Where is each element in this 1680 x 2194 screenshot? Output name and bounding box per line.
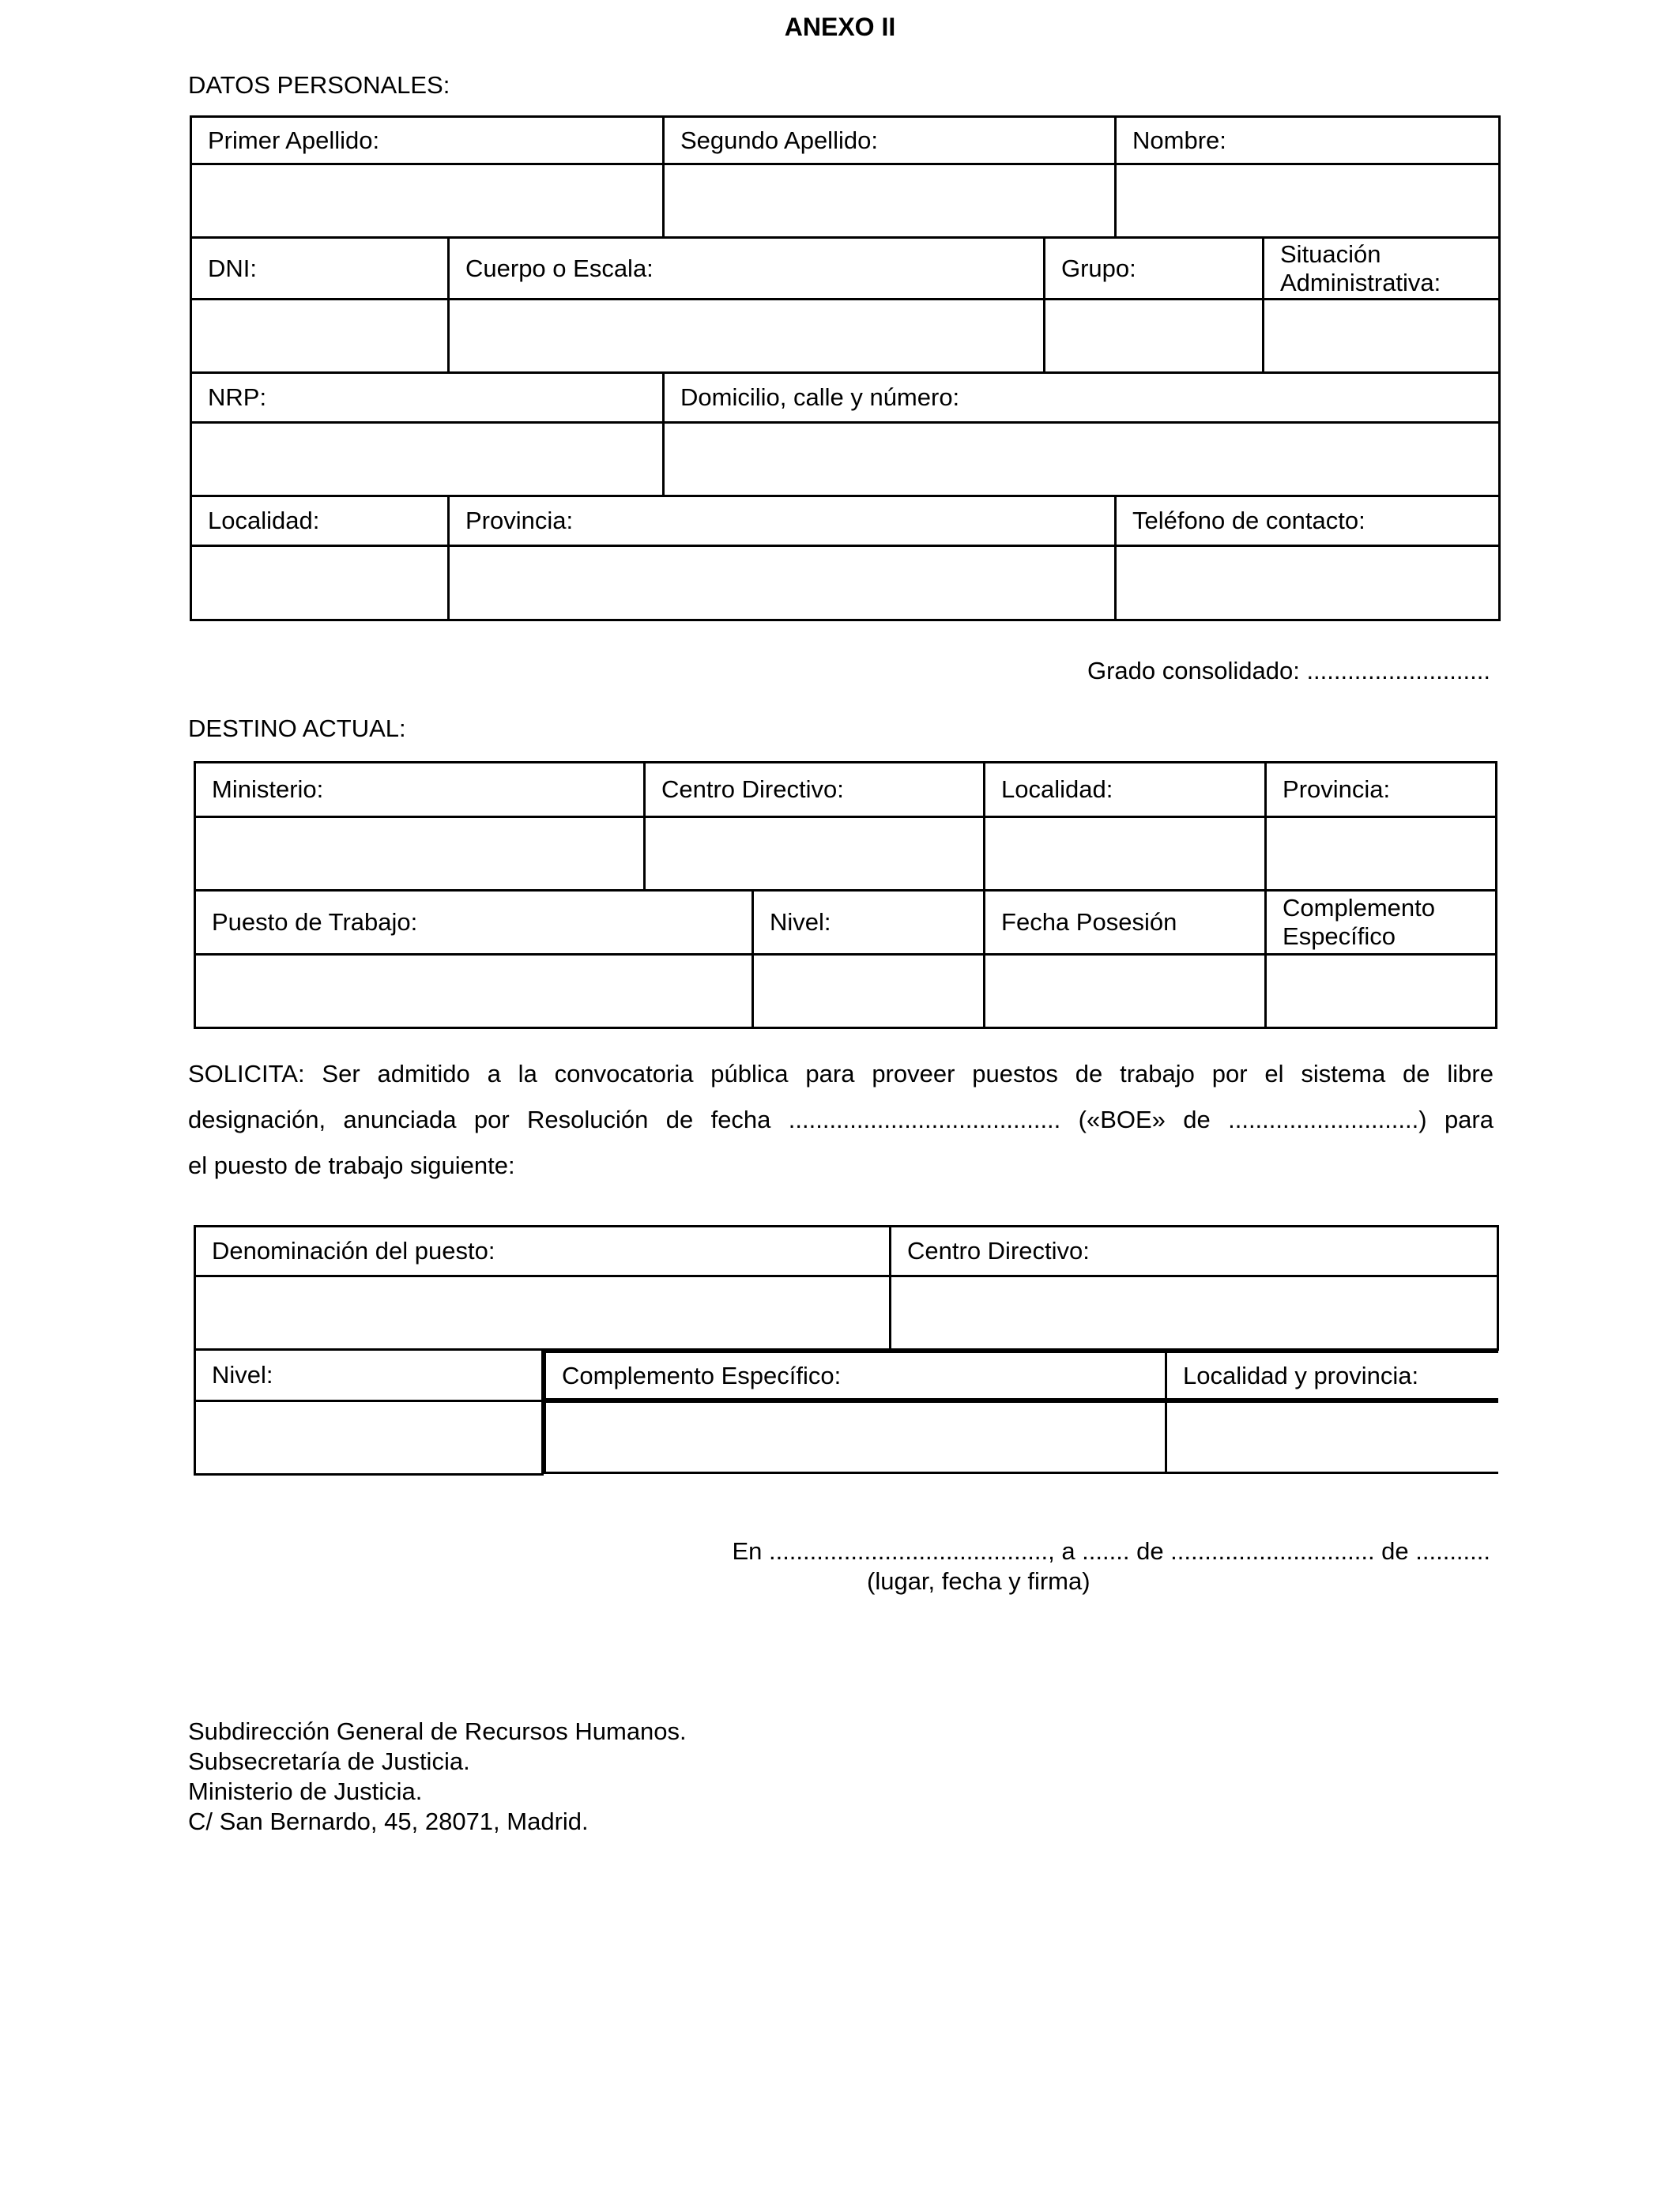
address-line-2: Subsecretaría de Justicia. (188, 1747, 470, 1775)
fecha-posesion-label: Fecha Posesión (985, 891, 1266, 955)
nivel-field[interactable] (753, 955, 985, 1028)
address-line-1: Subdirección General de Recursos Humanos. (188, 1717, 687, 1745)
solicita-line-2: designación, anunciada por Resolución de fecha ........................................ («BOE» de ............................) para (188, 1106, 1494, 1133)
complemento-label-line1: Complemento (1283, 894, 1435, 922)
centro-directivo-field[interactable] (645, 817, 985, 891)
segundo-apellido-field[interactable] (664, 164, 1116, 238)
destino-localidad-field[interactable] (985, 817, 1266, 891)
provincia-label: Provincia: (449, 496, 1116, 546)
puesto-row-split (543, 1350, 1498, 1401)
telefono-field[interactable] (1116, 546, 1500, 620)
address-line-4: C/ San Bernardo, 45, 28071, Madrid. (188, 1808, 589, 1835)
puesto-nivel-label: Nivel: (195, 1350, 543, 1401)
nombre-field[interactable] (1116, 164, 1500, 238)
puesto-complemento-label: Complemento Específico: (545, 1352, 1166, 1400)
puesto-solicitado-table (194, 1225, 1499, 1476)
domicilio-label: Domicilio, calle y número: (664, 373, 1500, 423)
centro-directivo-label: Centro Directivo: (645, 763, 985, 817)
solicita-line-1: SOLICITA: Ser admitido a la convocatoria pública para proveer puestos de trabajo por el sistema de libre (188, 1060, 1494, 1088)
puesto-complemento-field[interactable] (545, 1402, 1166, 1473)
puesto-row-split-fields (543, 1400, 1498, 1474)
primer-apellido-label: Primer Apellido: (191, 117, 664, 164)
localidad-field[interactable] (191, 546, 449, 620)
localidad-provincia-label: Localidad y provincia: (1166, 1352, 1498, 1400)
complemento-especifico-field[interactable] (1266, 955, 1497, 1028)
address-line-3: Ministerio de Justicia. (188, 1777, 423, 1805)
situacion-administrativa-label (1264, 238, 1500, 300)
puesto-subtable-labels (544, 1351, 1498, 1400)
localidad-provincia-field[interactable] (1166, 1402, 1498, 1473)
destino-localidad-label: Localidad: (985, 763, 1266, 817)
situacion-administrativa-field[interactable] (1264, 300, 1500, 373)
puesto-trabajo-field[interactable] (195, 955, 753, 1028)
nrp-field[interactable] (191, 423, 664, 496)
dni-label: DNI: (191, 238, 449, 300)
telefono-label: Teléfono de contacto: (1116, 496, 1500, 546)
denominacion-puesto-label: Denominación del puesto: (195, 1227, 891, 1276)
domicilio-field[interactable] (664, 423, 1500, 496)
nombre-label: Nombre: (1116, 117, 1500, 164)
segundo-apellido-label: Segundo Apellido: (664, 117, 1116, 164)
destino-actual-table (194, 761, 1497, 1029)
puesto-centro-directivo-field[interactable] (891, 1276, 1498, 1350)
destino-actual-heading: DESTINO ACTUAL: (188, 714, 406, 742)
grado-consolidado: Grado consolidado: ........................... (1087, 657, 1490, 684)
destino-provincia-field[interactable] (1266, 817, 1497, 891)
cuerpo-escala-label: Cuerpo o Escala: (449, 238, 1045, 300)
puesto-trabajo-label: Puesto de Trabajo: (195, 891, 753, 955)
puesto-centro-directivo-label: Centro Directivo: (891, 1227, 1498, 1276)
solicita-paragraph (188, 1051, 1494, 1189)
fecha-posesion-field[interactable] (985, 955, 1266, 1028)
personal-data-heading: DATOS PERSONALES: (188, 71, 450, 99)
document-title: ANEXO II (784, 13, 896, 41)
denominacion-puesto-field[interactable] (195, 1276, 891, 1350)
ministerio-label: Ministerio: (195, 763, 645, 817)
puesto-subtable-fields (544, 1400, 1498, 1474)
nivel-label: Nivel: (753, 891, 985, 955)
complemento-especifico-label (1266, 891, 1497, 955)
cuerpo-escala-field[interactable] (449, 300, 1045, 373)
nrp-label: NRP: (191, 373, 664, 423)
puesto-nivel-field[interactable] (195, 1400, 543, 1474)
ministerio-field[interactable] (195, 817, 645, 891)
solicita-line-3: el puesto de trabajo siguiente: (188, 1152, 515, 1179)
provincia-field[interactable] (449, 546, 1116, 620)
signature-line: En ........................................., a ....... de .............................. de ........... (732, 1537, 1490, 1565)
grupo-label: Grupo: (1045, 238, 1264, 300)
grupo-field[interactable] (1045, 300, 1264, 373)
signature-caption: (lugar, fecha y firma) (867, 1567, 1090, 1595)
complemento-label-line2: Específico (1283, 922, 1396, 950)
dni-field[interactable] (191, 300, 449, 373)
localidad-label: Localidad: (191, 496, 449, 546)
destino-provincia-label: Provincia: (1266, 763, 1497, 817)
situacion-label-line2: Administrativa: (1280, 268, 1441, 296)
personal-data-table (190, 115, 1501, 621)
situacion-label-line1: Situación (1280, 239, 1381, 268)
primer-apellido-field[interactable] (191, 164, 664, 238)
